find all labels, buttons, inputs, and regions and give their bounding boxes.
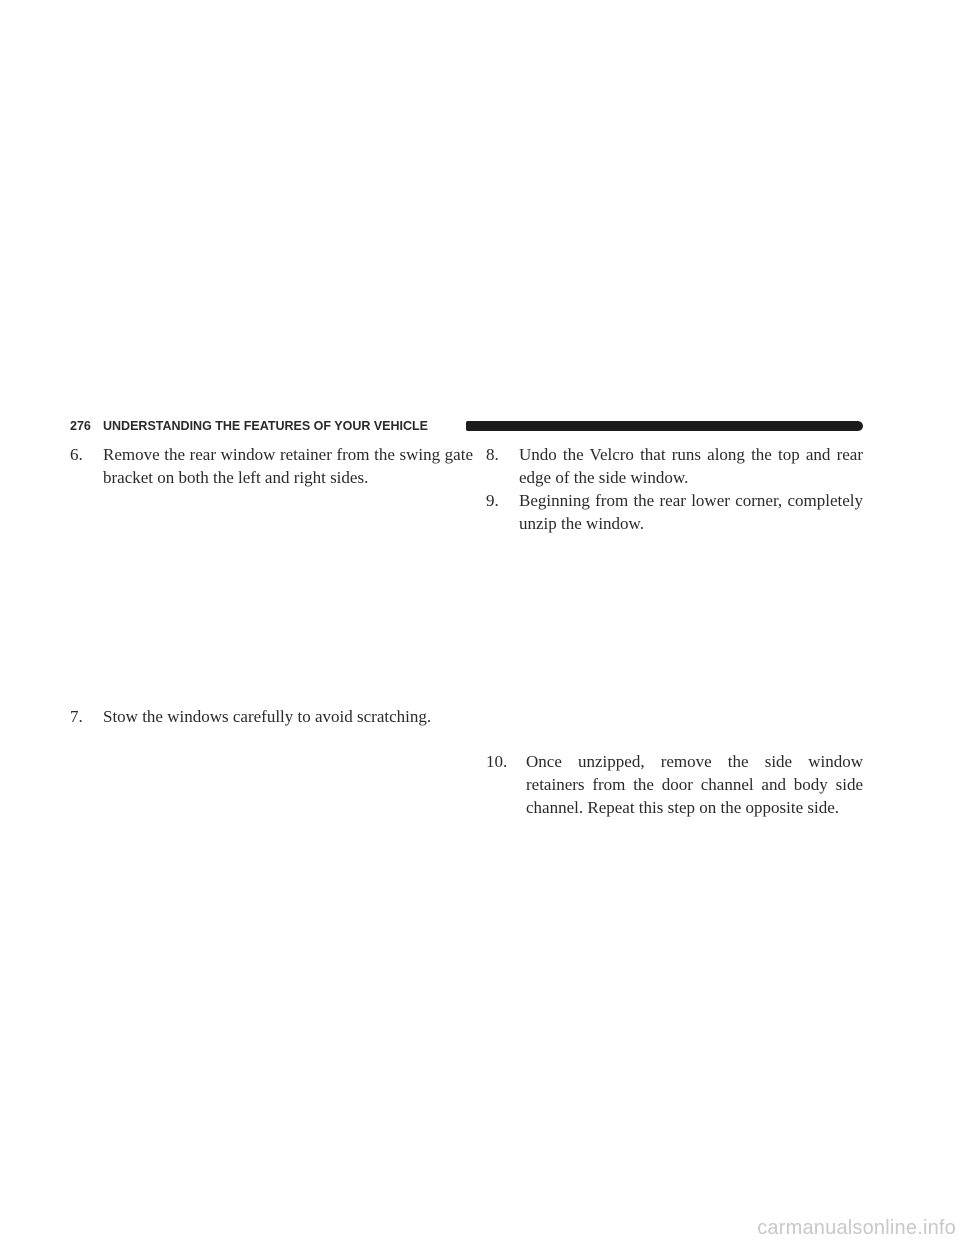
step-7 (70, 705, 473, 728)
step-text: Beginning from the rear lower corner, completely unzip the window. (519, 491, 863, 533)
step-number: 7. (70, 707, 83, 726)
step-10 (486, 750, 863, 819)
step-number: 10. (486, 752, 508, 771)
step-text: Once unzipped, remove the side window retainers from the door channel and body side channel. Repeat this step on the opposite side. (526, 752, 863, 817)
page-number: 276 (70, 419, 91, 433)
header-rule-bar (466, 421, 863, 431)
step-text: Stow the windows carefully to avoid scratching. (103, 707, 432, 726)
step-6 (70, 443, 473, 489)
step-number: 8. (486, 445, 499, 464)
step-text: Remove the rear window retainer from the swing gate bracket on both the left and right sides. (103, 445, 473, 487)
step-8 (486, 443, 863, 489)
page-header (70, 418, 863, 434)
section-title: UNDERSTANDING THE FEATURES OF YOUR VEHICLE (103, 419, 429, 433)
watermark-link[interactable]: carmanualsonline.info (757, 1217, 956, 1239)
step-text: Undo the Velcro that runs along the top and rear edge of the side window. (519, 445, 863, 487)
step-9 (486, 489, 863, 535)
step-number: 9. (486, 491, 499, 510)
step-number: 6. (70, 445, 83, 464)
